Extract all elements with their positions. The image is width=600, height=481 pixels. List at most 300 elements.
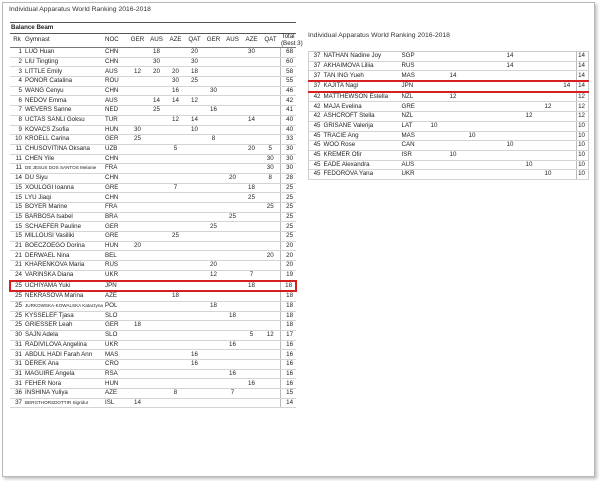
total-cell: 14 <box>280 398 296 408</box>
score-cell <box>166 261 185 271</box>
score-cell <box>204 350 223 360</box>
score-cell <box>147 241 166 251</box>
score-cell <box>147 183 166 193</box>
table-row <box>10 57 296 67</box>
gymnast-cell: BOECZOEGO Dorina <box>24 241 104 251</box>
score-cell <box>242 301 261 311</box>
total-cell: 33 <box>280 135 296 145</box>
score-cell <box>463 102 482 112</box>
rank-cell: 30 <box>10 330 24 340</box>
score-cell <box>204 340 223 350</box>
score-cell <box>147 291 166 301</box>
score-cell <box>261 115 280 125</box>
score-cell <box>223 222 242 232</box>
score-cell <box>185 311 204 321</box>
noc-cell: CHN <box>104 57 128 67</box>
score-cell <box>242 212 261 222</box>
score-cell <box>166 106 185 116</box>
section-title: Balance Beam <box>10 23 296 34</box>
score-cell <box>261 86 280 96</box>
score-cell <box>444 52 463 62</box>
score-cell: 14 <box>166 96 185 106</box>
noc-cell: CHN <box>104 173 128 183</box>
score-cell <box>223 232 242 242</box>
noc-cell: AZE <box>104 291 128 301</box>
score-cell <box>520 81 539 92</box>
total-cell: 18 <box>280 301 296 311</box>
score-cell <box>128 183 147 193</box>
rank-cell: 1 <box>10 48 24 58</box>
score-cell <box>147 77 166 87</box>
table-row <box>10 115 296 125</box>
score-cell <box>242 173 261 183</box>
score-cell <box>128 115 147 125</box>
score-cell: 18 <box>242 183 261 193</box>
score-cell <box>128 389 147 399</box>
score-cell <box>128 360 147 370</box>
score-cell <box>444 121 463 131</box>
total-cell: 14 <box>577 61 589 71</box>
noc-cell: NED <box>104 106 128 116</box>
noc-cell: JPN <box>401 81 425 92</box>
score-cell <box>223 144 242 154</box>
score-cell <box>147 270 166 280</box>
score-cell: 12 <box>166 115 185 125</box>
rank-cell: 36 <box>10 389 24 399</box>
total-cell: 25 <box>280 232 296 242</box>
noc-cell: CRO <box>104 360 128 370</box>
score-cell <box>147 193 166 203</box>
total-cell: 41 <box>280 106 296 116</box>
score-cell <box>185 232 204 242</box>
noc-cell: BRA <box>104 212 128 222</box>
score-cell <box>558 61 577 71</box>
score-cell <box>261 311 280 321</box>
score-cell <box>444 112 463 122</box>
score-cell <box>166 241 185 251</box>
score-cell: 14 <box>558 81 577 92</box>
noc-cell: GER <box>104 222 128 232</box>
score-cell <box>261 369 280 379</box>
noc-cell: NZL <box>401 92 425 102</box>
gymnast-cell: UCTAS SANLI Goksu <box>24 115 104 125</box>
score-cell <box>261 57 280 67</box>
column-header: GER <box>204 34 223 48</box>
table-row <box>10 48 296 58</box>
rank-cell: 7 <box>10 106 24 116</box>
score-cell: 16 <box>166 86 185 96</box>
score-cell <box>128 232 147 242</box>
score-cell <box>520 141 539 151</box>
score-cell <box>558 160 577 170</box>
score-cell <box>204 48 223 58</box>
gymnast-cell: NEKRASOVA Marina <box>24 291 104 301</box>
score-cell <box>463 170 482 180</box>
gymnast-cell: WANG Cenyu <box>24 86 104 96</box>
score-cell <box>482 121 501 131</box>
noc-cell: FRA <box>104 164 128 174</box>
score-cell <box>147 164 166 174</box>
score-cell <box>185 379 204 389</box>
score-cell <box>261 222 280 232</box>
score-cell <box>223 291 242 301</box>
score-cell <box>185 330 204 340</box>
score-cell <box>501 170 520 180</box>
score-cell <box>261 67 280 77</box>
rank-cell: 31 <box>10 379 24 389</box>
score-cell <box>185 106 204 116</box>
score-cell <box>223 125 242 135</box>
gymnast-cell: ABDUL HADI Farah Ann <box>24 350 104 360</box>
column-header: GER <box>128 34 147 48</box>
score-cell <box>223 398 242 408</box>
total-cell: 25 <box>280 222 296 232</box>
score-cell <box>223 86 242 96</box>
gymnast-cell: DERWAEL Nina <box>24 251 104 261</box>
rank-cell: 31 <box>10 360 24 370</box>
score-cell: 20 <box>166 67 185 77</box>
score-cell <box>482 131 501 141</box>
highlighted-table-row <box>10 281 296 292</box>
score-cell <box>166 203 185 213</box>
rank-cell: 42 <box>309 102 323 112</box>
score-cell <box>261 241 280 251</box>
ranking-table-left <box>9 22 303 408</box>
score-cell <box>463 81 482 92</box>
score-cell <box>425 102 444 112</box>
score-cell <box>520 71 539 81</box>
column-header: QAT <box>185 34 204 48</box>
noc-cell: CAN <box>401 141 425 151</box>
score-cell <box>128 350 147 360</box>
score-cell <box>261 77 280 87</box>
score-cell <box>223 154 242 164</box>
score-cell <box>185 340 204 350</box>
score-cell <box>425 61 444 71</box>
gymnast-cell: WEVERS Sanne <box>24 106 104 116</box>
score-cell <box>185 261 204 271</box>
column-header: AUS <box>223 34 242 48</box>
table-row <box>10 106 296 116</box>
score-cell <box>128 369 147 379</box>
gymnast-cell: MAGUIRE Angela <box>24 369 104 379</box>
gymnast-cell: EADE Alexandra <box>323 160 401 170</box>
score-cell <box>147 154 166 164</box>
gymnast-cell: VARINSKA Diana <box>24 270 104 280</box>
score-cell <box>185 173 204 183</box>
score-cell <box>558 131 577 141</box>
rank-cell: 21 <box>10 251 24 261</box>
score-cell: 20 <box>147 67 166 77</box>
score-cell <box>223 135 242 145</box>
score-cell <box>261 321 280 331</box>
score-cell <box>501 92 520 102</box>
rank-cell: 25 <box>10 321 24 331</box>
score-cell <box>204 389 223 399</box>
score-cell <box>223 379 242 389</box>
gymnast-cell: UCHIYAMA Yuki <box>24 281 104 292</box>
table-row <box>10 291 296 301</box>
column-header: AZE <box>166 34 185 48</box>
rank-cell: 11 <box>10 154 24 164</box>
score-cell <box>558 150 577 160</box>
total-cell: 20 <box>280 261 296 271</box>
rank-cell: 45 <box>309 170 323 180</box>
gymnast-cell: DE JESUS DOS SANTOS Melanie <box>24 164 104 174</box>
rank-cell: 3 <box>10 67 24 77</box>
table-row <box>10 360 296 370</box>
right-page-title: Individual Apparatus World Ranking 2016-2018 <box>308 32 450 39</box>
total-cell: 16 <box>280 379 296 389</box>
score-cell <box>128 173 147 183</box>
noc-cell: GER <box>104 321 128 331</box>
score-cell <box>204 398 223 408</box>
score-cell <box>166 193 185 203</box>
score-cell <box>242 350 261 360</box>
noc-cell: AUS <box>401 160 425 170</box>
total-cell: 12 <box>577 102 589 112</box>
score-cell <box>204 67 223 77</box>
rank-cell: 25 <box>10 281 24 292</box>
score-cell <box>463 150 482 160</box>
gymnast-cell: MILLOUSI Vasiliki <box>24 232 104 242</box>
score-cell <box>261 48 280 58</box>
score-cell <box>223 48 242 58</box>
score-cell: 14 <box>242 115 261 125</box>
score-cell <box>185 301 204 311</box>
score-cell <box>558 141 577 151</box>
score-cell: 10 <box>501 141 520 151</box>
score-cell <box>166 321 185 331</box>
score-cell <box>166 154 185 164</box>
score-cell <box>128 261 147 271</box>
score-cell <box>166 330 185 340</box>
table-row <box>10 389 296 399</box>
score-cell: 14 <box>147 96 166 106</box>
score-cell: 12 <box>539 102 558 112</box>
score-cell <box>147 350 166 360</box>
score-cell: 18 <box>204 301 223 311</box>
table-row <box>10 311 296 321</box>
rank-cell: 21 <box>10 241 24 251</box>
total-cell: 10 <box>577 160 589 170</box>
score-cell <box>242 261 261 271</box>
score-cell <box>223 106 242 116</box>
score-cell <box>204 164 223 174</box>
score-cell <box>463 121 482 131</box>
score-cell <box>425 160 444 170</box>
score-cell <box>204 173 223 183</box>
score-cell <box>242 222 261 232</box>
gymnast-cell: BOYER Marine <box>24 203 104 213</box>
total-cell: 15 <box>280 389 296 399</box>
rank-cell: 25 <box>10 291 24 301</box>
noc-cell: RUS <box>104 261 128 271</box>
table-row <box>10 135 296 145</box>
score-cell <box>520 131 539 141</box>
score-cell <box>242 241 261 251</box>
score-cell <box>539 81 558 92</box>
score-cell <box>204 321 223 331</box>
noc-cell: CHN <box>104 48 128 58</box>
score-cell: 14 <box>444 71 463 81</box>
score-cell <box>166 311 185 321</box>
rank-cell: 45 <box>309 121 323 131</box>
score-cell <box>520 150 539 160</box>
score-cell <box>261 261 280 271</box>
score-cell: 25 <box>261 203 280 213</box>
total-cell: 18 <box>280 281 296 292</box>
score-cell: 14 <box>185 115 204 125</box>
total-cell: 25 <box>280 203 296 213</box>
score-cell <box>147 360 166 370</box>
gymnast-cell: TAN ING Yueh <box>323 71 401 81</box>
table-row <box>309 150 589 160</box>
total-column-header: Total (Best 3) <box>281 33 303 47</box>
score-cell: 10 <box>539 170 558 180</box>
score-cell <box>261 301 280 311</box>
score-cell <box>166 212 185 222</box>
noc-cell: POL <box>104 301 128 311</box>
score-cell <box>147 125 166 135</box>
score-cell <box>185 135 204 145</box>
total-cell: 20 <box>280 251 296 261</box>
score-cell <box>128 379 147 389</box>
score-cell: 18 <box>166 291 185 301</box>
table-row <box>10 164 296 174</box>
score-cell: 14 <box>501 52 520 62</box>
score-cell <box>444 61 463 71</box>
total-cell: 17 <box>280 330 296 340</box>
score-cell: 20 <box>223 173 242 183</box>
score-cell <box>204 291 223 301</box>
score-cell <box>242 340 261 350</box>
score-cell: 25 <box>166 232 185 242</box>
score-cell: 25 <box>223 212 242 222</box>
table-row <box>10 183 296 193</box>
noc-cell: JPN <box>104 281 128 292</box>
table-row <box>309 170 589 180</box>
score-cell <box>166 135 185 145</box>
rank-cell: 37 <box>309 81 323 92</box>
gymnast-cell: ASHCROFT Stella <box>323 112 401 122</box>
score-cell <box>558 112 577 122</box>
score-cell <box>128 193 147 203</box>
rank-cell: 4 <box>10 77 24 87</box>
noc-cell: ISR <box>401 150 425 160</box>
score-cell <box>166 222 185 232</box>
rank-cell: 45 <box>309 141 323 151</box>
gymnast-cell: PONOR Catalina <box>24 77 104 87</box>
total-cell: 10 <box>577 131 589 141</box>
score-cell <box>147 203 166 213</box>
total-cell: 25 <box>280 183 296 193</box>
table-row <box>10 379 296 389</box>
score-cell <box>444 81 463 92</box>
gymnast-cell: LITTLE Emily <box>24 67 104 77</box>
score-cell <box>539 92 558 102</box>
score-cell <box>147 379 166 389</box>
gymnast-cell: KYSSELEF Tjasa <box>24 311 104 321</box>
score-cell <box>166 340 185 350</box>
score-cell <box>520 92 539 102</box>
score-cell <box>128 212 147 222</box>
table-row <box>10 144 296 154</box>
score-cell <box>482 160 501 170</box>
score-cell <box>223 350 242 360</box>
score-cell <box>242 67 261 77</box>
score-cell <box>204 379 223 389</box>
score-cell <box>147 281 166 292</box>
noc-cell: BEL <box>104 251 128 261</box>
score-cell <box>242 96 261 106</box>
score-cell <box>204 251 223 261</box>
score-cell <box>128 86 147 96</box>
score-cell <box>482 170 501 180</box>
score-cell <box>147 251 166 261</box>
score-cell <box>558 71 577 81</box>
score-cell <box>204 115 223 125</box>
score-cell <box>242 106 261 116</box>
score-cell <box>147 330 166 340</box>
score-cell: 20 <box>261 251 280 261</box>
score-cell: 16 <box>185 360 204 370</box>
column-header: AZE <box>242 34 261 48</box>
score-cell <box>185 222 204 232</box>
score-cell: 5 <box>166 144 185 154</box>
score-cell <box>242 369 261 379</box>
score-cell <box>242 398 261 408</box>
score-cell <box>558 102 577 112</box>
score-cell <box>463 112 482 122</box>
table-row <box>10 86 296 96</box>
total-cell: 18 <box>280 311 296 321</box>
score-cell <box>261 291 280 301</box>
score-cell <box>128 301 147 311</box>
rank-cell: 14 <box>10 173 24 183</box>
table-row <box>10 154 296 164</box>
table-row <box>10 350 296 360</box>
score-cell <box>204 232 223 242</box>
score-cell: 30 <box>147 57 166 67</box>
score-cell <box>444 160 463 170</box>
score-cell <box>482 71 501 81</box>
gymnast-cell: RADIVILOVA Angelina <box>24 340 104 350</box>
score-cell <box>128 330 147 340</box>
score-cell <box>261 281 280 292</box>
table-row <box>309 52 589 62</box>
table-row <box>309 160 589 170</box>
score-cell: 10 <box>425 121 444 131</box>
score-cell <box>223 203 242 213</box>
gymnast-cell: CHUSOVITINA Oksana <box>24 144 104 154</box>
score-cell <box>147 135 166 145</box>
score-cell <box>482 141 501 151</box>
total-cell: 25 <box>280 212 296 222</box>
gymnast-cell: FEDOROVA Yana <box>323 170 401 180</box>
gymnast-cell: GRIESSER Leah <box>24 321 104 331</box>
score-cell <box>204 311 223 321</box>
score-cell: 7 <box>242 270 261 280</box>
rank-cell: 24 <box>10 270 24 280</box>
table-row <box>309 61 589 71</box>
score-cell <box>166 369 185 379</box>
score-cell <box>223 261 242 271</box>
column-header: AUS <box>147 34 166 48</box>
score-cell <box>128 144 147 154</box>
score-cell <box>223 251 242 261</box>
score-cell <box>261 125 280 135</box>
